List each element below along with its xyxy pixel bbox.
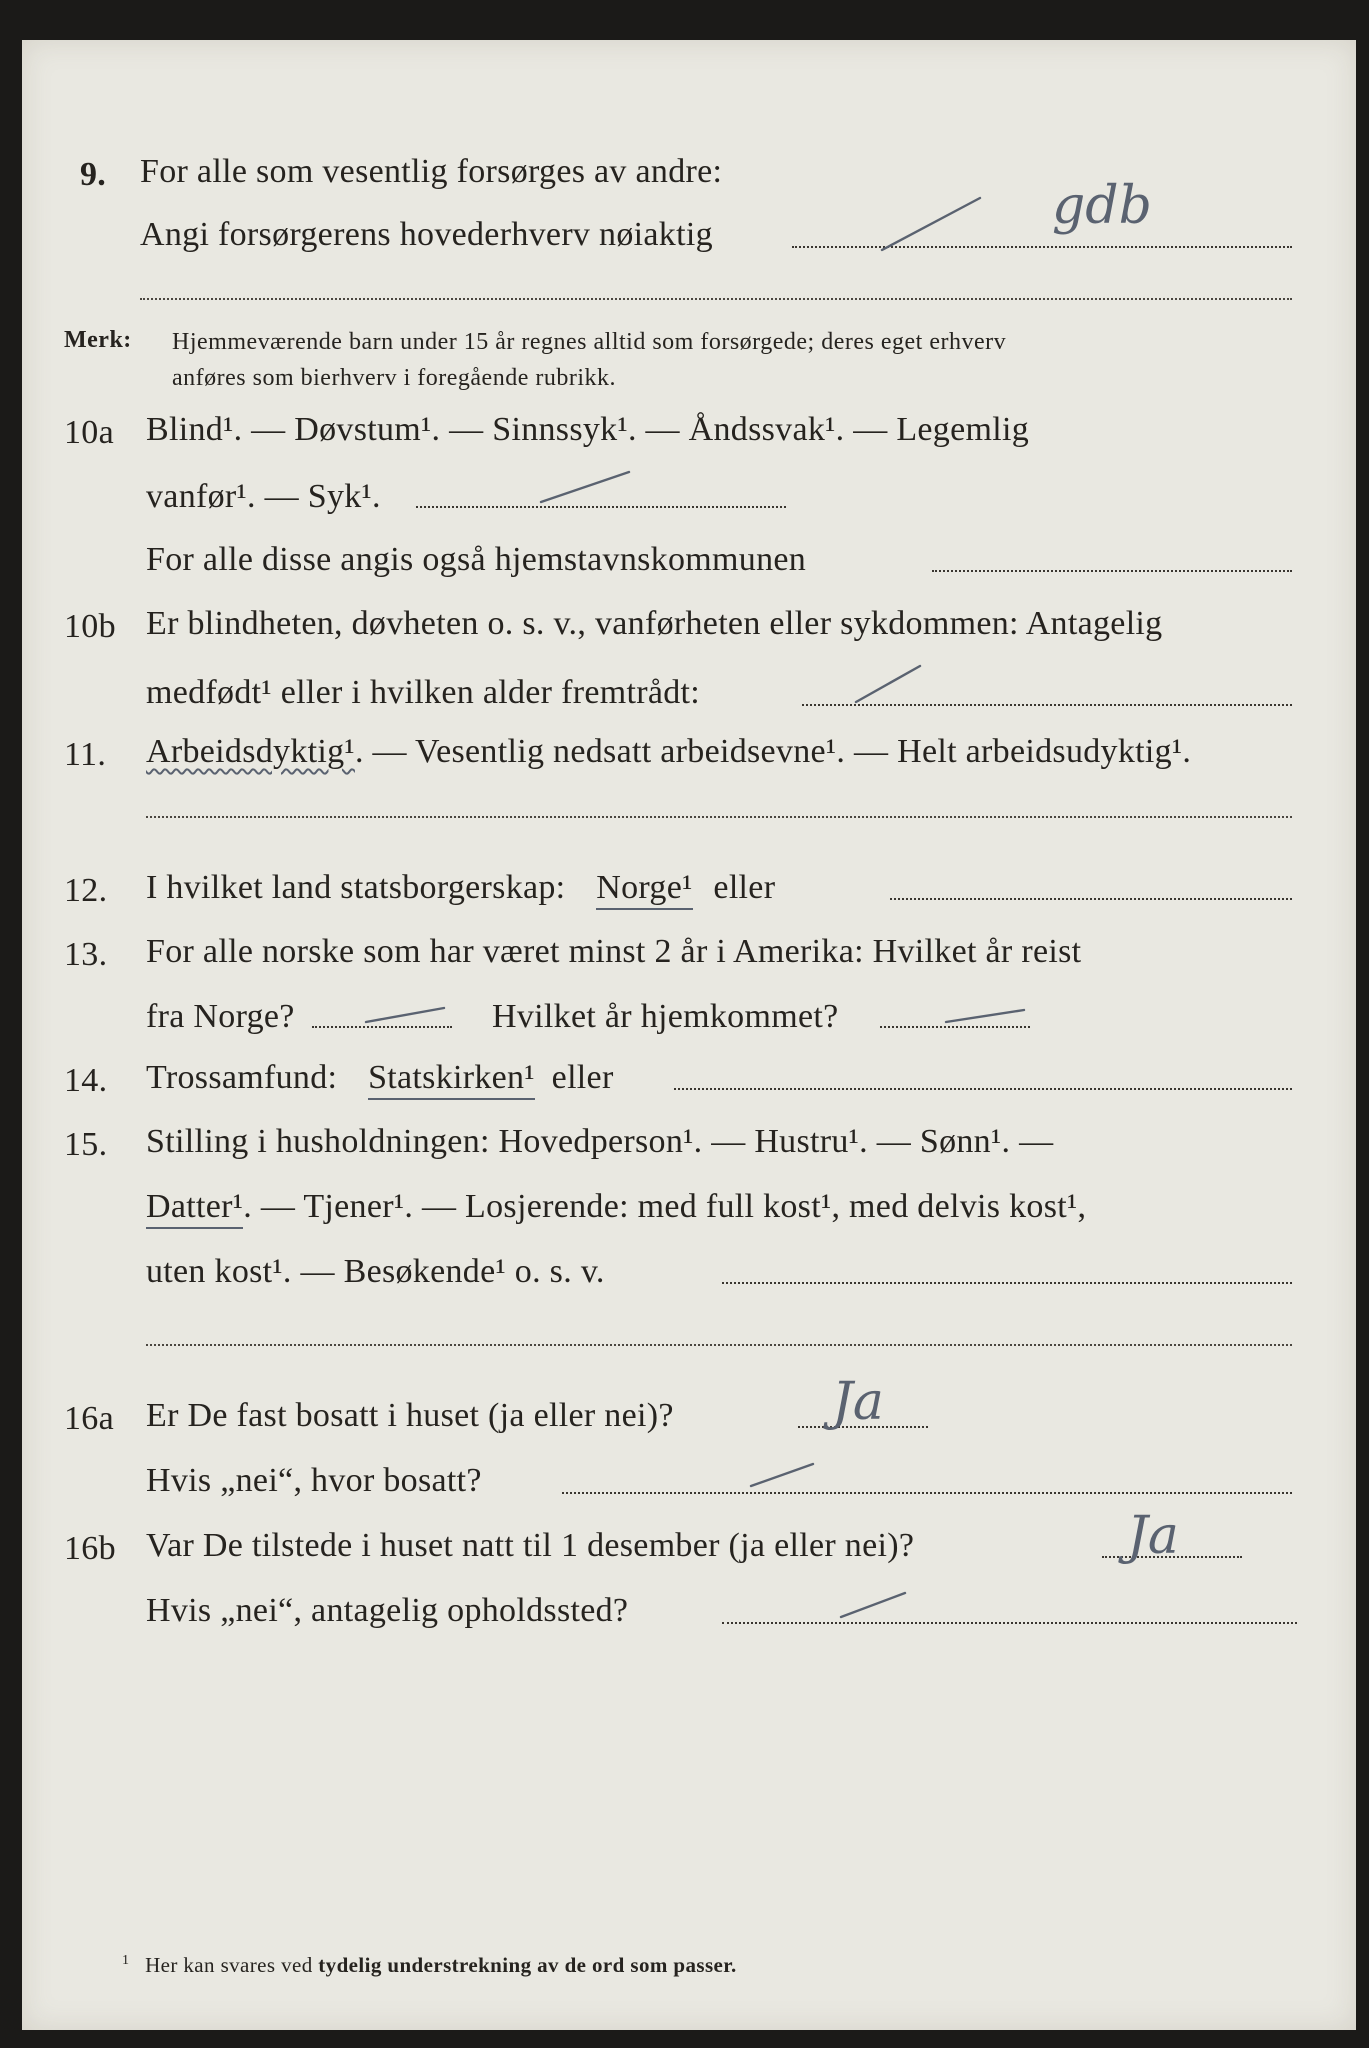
merk-line1: Hjemmeværende barn under 15 år regnes alltid som forsørgede; deres eget erhverv bbox=[172, 329, 1007, 355]
q12-pre: I hvilket land statsborgerskap: bbox=[146, 869, 566, 906]
q14-pre: Trossamfund: bbox=[146, 1059, 338, 1096]
footnote-mark: 1 bbox=[122, 1953, 130, 1968]
q11-arbeidsdyktig-underlined: Arbeidsdyktig¹ bbox=[146, 733, 355, 770]
q9-line1: For alle som vesentlig forsørges av andre: bbox=[140, 153, 723, 190]
q12-line bbox=[146, 871, 775, 905]
q11-number: 11. bbox=[64, 736, 107, 773]
q10a-line2: vanfør¹. — Syk¹. bbox=[146, 478, 381, 515]
q16b-opholdssted-line bbox=[722, 1622, 1297, 1624]
q10a-kommune-line bbox=[932, 570, 1292, 572]
q13-number: 13. bbox=[64, 936, 108, 973]
q11-extra-line bbox=[146, 816, 1292, 818]
q16b-dash-mark bbox=[837, 1575, 917, 1625]
q9-extra-line bbox=[140, 298, 1292, 300]
q12-norge-underlined: Norge¹ bbox=[596, 869, 692, 910]
q13-line2b: Hvilket år hjemkommet? bbox=[492, 998, 839, 1035]
q10a-line3: For alle disse angis også hjemstavnskommunen bbox=[146, 541, 807, 578]
q12-number: 12. bbox=[64, 872, 108, 909]
q15-line2 bbox=[146, 1190, 1086, 1224]
q16b-line1: Var De tilstede i huset natt til 1 desember (ja eller nei)? bbox=[146, 1527, 915, 1564]
census-form-page bbox=[22, 40, 1356, 2030]
q12-answer-line bbox=[890, 898, 1292, 900]
q9-handwritten-answer: gdb bbox=[1052, 176, 1152, 236]
q10b-line2: medfødt¹ eller i hvilken alder fremtrådt: bbox=[146, 674, 701, 711]
q11-rest: . — Vesentlig nedsatt arbeidsevne¹. — Helt arbeidsudyktig¹. bbox=[354, 733, 1192, 770]
q15-datter-underlined: Datter¹ bbox=[146, 1188, 243, 1229]
q14-post: eller bbox=[551, 1059, 614, 1096]
q10a-dash-mark bbox=[537, 462, 637, 512]
q16a-handwritten-answer: Ja bbox=[832, 1372, 884, 1432]
q14-number: 14. bbox=[64, 1062, 108, 1099]
q10b-line1: Er blindheten, døvheten o. s. v., vanførheten eller sykdommen: Antagelig bbox=[146, 605, 1163, 642]
q16b-line2: Hvis „nei“, antagelig opholdssted? bbox=[146, 1592, 629, 1629]
q13-line2a: fra Norge? bbox=[146, 998, 295, 1035]
q13-reist-dash bbox=[362, 1000, 452, 1030]
q11-line bbox=[146, 735, 1191, 769]
q16a-bosatt-line bbox=[562, 1492, 1292, 1494]
q15-line1: Stilling i husholdningen: Hovedperson¹. — Hustru¹. — Sønn¹. — bbox=[146, 1123, 1054, 1160]
q9-line2: Angi forsørgerens hovederhverv nøiaktig bbox=[140, 216, 713, 253]
q10a-line1: Blind¹. — Døvstum¹. — Sinnssyk¹. — Åndssvak¹. — Legemlig bbox=[146, 411, 1030, 448]
q16a-number: 16a bbox=[64, 1400, 114, 1437]
merk-line2: anføres som bierhverv i foregående rubrikk. bbox=[172, 365, 617, 391]
q10b-dash-mark bbox=[852, 652, 932, 712]
merk-label: Merk: bbox=[64, 327, 132, 353]
q13-line1: For alle norske som har været minst 2 år i Amerika: Hvilket år reist bbox=[146, 933, 1082, 970]
q9-number: 9. bbox=[80, 156, 107, 193]
q15-number: 15. bbox=[64, 1126, 108, 1163]
q15-answer-line bbox=[722, 1282, 1292, 1284]
q16b-handwritten-answer: Ja bbox=[1127, 1506, 1179, 1566]
q16a-dash-mark bbox=[747, 1444, 827, 1494]
q12-post: eller bbox=[713, 869, 776, 906]
q9-dash-mark bbox=[872, 150, 992, 260]
q16a-line1: Er De fast bosatt i huset (ja eller nei)? bbox=[146, 1397, 674, 1434]
footnote-bold: tydelig understrekning av de ord som passer. bbox=[318, 1953, 737, 1977]
q14-statskirken-underlined: Statskirken¹ bbox=[368, 1059, 535, 1100]
footnote-plain: Her kan svares ved bbox=[145, 1953, 313, 1977]
q15-line3: uten kost¹. — Besøkende¹ o. s. v. bbox=[146, 1253, 605, 1290]
q14-line bbox=[146, 1061, 614, 1095]
q13-hjemkommet-dash bbox=[942, 1000, 1032, 1030]
q16b-number: 16b bbox=[64, 1530, 116, 1567]
q10b-number: 10b bbox=[64, 608, 116, 645]
q14-answer-line bbox=[674, 1088, 1292, 1090]
q15-extra-line bbox=[146, 1344, 1292, 1346]
q10a-number: 10a bbox=[64, 414, 114, 451]
q9-answer-line bbox=[792, 246, 1292, 248]
footnote bbox=[122, 1954, 737, 1976]
q16a-line2: Hvis „nei“, hvor bosatt? bbox=[146, 1462, 482, 1499]
q15-line2-rest: . — Tjener¹. — Losjerende: med full kost¹, med delvis kost¹, bbox=[243, 1188, 1087, 1225]
